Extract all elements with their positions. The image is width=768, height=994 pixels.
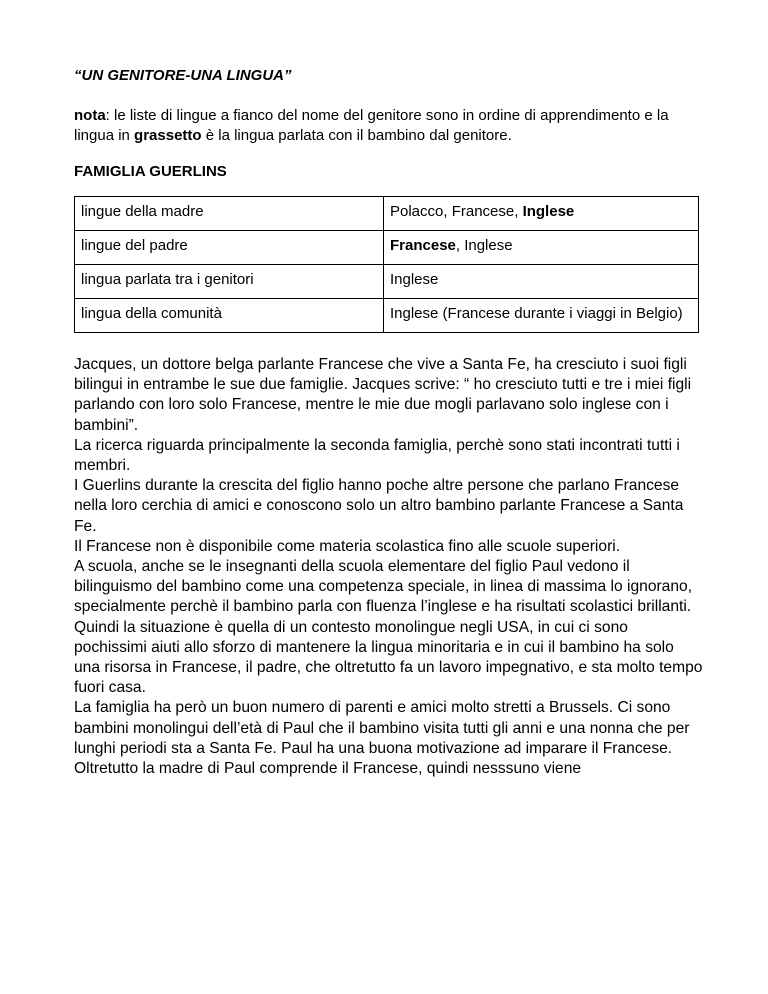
table-cell-value — [384, 299, 699, 333]
note-label: nota — [74, 107, 106, 124]
body-paragraph: Il Francese non è disponibile come materia scolastica fino alle scuole superiori. — [74, 537, 621, 555]
value-text-after: , Inglese — [455, 237, 513, 254]
table-row — [75, 197, 699, 231]
body-paragraph: Jacques, un dottore belga parlante Francese che vive a Santa Fe, ha cresciuto i suoi figli bilingui in entrambe le sue due famiglie. Jacques scrive: “ ho cresciuto tutti e tre i miei figli parlando con loro solo Francese, mentre le mie due mogli parlavano solo inglese con i bambini”. — [74, 356, 692, 434]
table-cell-value — [384, 197, 699, 231]
body-paragraph: I Guerlins durante la crescita del figlio hanno poche altre persone che parlano Francese nella loro cerchia di amici e conoscono solo un altro bambino parlante Francese a Santa Fe. — [74, 477, 684, 535]
value-bold-text: Inglese — [522, 203, 575, 220]
document-title: “UN GENITORE-UNA LINGUA” — [74, 67, 292, 84]
note-text-1: : le liste di lingue a fianco del nome del genitore sono in ordine di apprendimento e la lingua in — [74, 107, 669, 144]
table-cell-label: lingua della comunità — [75, 299, 384, 333]
table-row — [75, 265, 699, 299]
body-paragraph: Oltretutto la madre di Paul comprende il Francese, quindi nesssuno viene — [74, 760, 582, 778]
document-page — [74, 66, 704, 779]
table-row — [75, 299, 699, 333]
body-text — [74, 355, 704, 779]
table-row — [75, 231, 699, 265]
table-cell-value — [384, 231, 699, 265]
body-paragraph: A scuola, anche se le insegnanti della scuola elementare del figlio Paul vedono il bilinguismo del bambino come una competenza speciale, in linea di massima lo ignorano, specialmente perchè il bambino parla con fluenza l’inglese e ha risultati scolastici brillanti. — [74, 558, 693, 616]
family-title: FAMIGLIA GUERLINS — [74, 163, 227, 180]
body-paragraph: La famiglia ha però un buon numero di parenti e amici molto stretti a Brussels. Ci sono bambini monolingui dell’età di Paul che il bambino visita tutti gli anni e una nonna che per lunghi periodi sta a Santa Fe. Paul ha una buona motivazione ad imparare il Francese. — [74, 699, 690, 757]
value-text: Inglese — [390, 271, 439, 288]
value-text: Inglese (Francese durante i viaggi in Belgio) — [390, 305, 683, 322]
note-bold-word: grassetto — [134, 127, 202, 144]
body-paragraph: Quindi la situazione è quella di un contesto monolingue negli USA, in cui ci sono pochissimi aiuti allo sforzo di mantenere la lingua minoritaria e in cui il bambino ha solo una risorsa in Francese, il padre, che oltretutto fa un lavoro impegnativo, e sta molto tempo fuori casa. — [74, 618, 703, 697]
language-table — [74, 196, 699, 333]
table-cell-label: lingue del padre — [75, 231, 384, 265]
note-paragraph — [74, 106, 704, 146]
body-paragraph: La ricerca riguarda principalmente la seconda famiglia, perchè sono stati incontrati tutti i membri. — [74, 436, 680, 475]
value-bold-text: Francese — [390, 237, 456, 254]
table-cell-label: lingua parlata tra i genitori — [75, 265, 384, 299]
note-text-2: è la lingua parlata con il bambino dal genitore. — [201, 127, 512, 144]
table-cell-label: lingue della madre — [75, 197, 384, 231]
value-text: Polacco, Francese, — [390, 203, 523, 220]
table-cell-value — [384, 265, 699, 299]
